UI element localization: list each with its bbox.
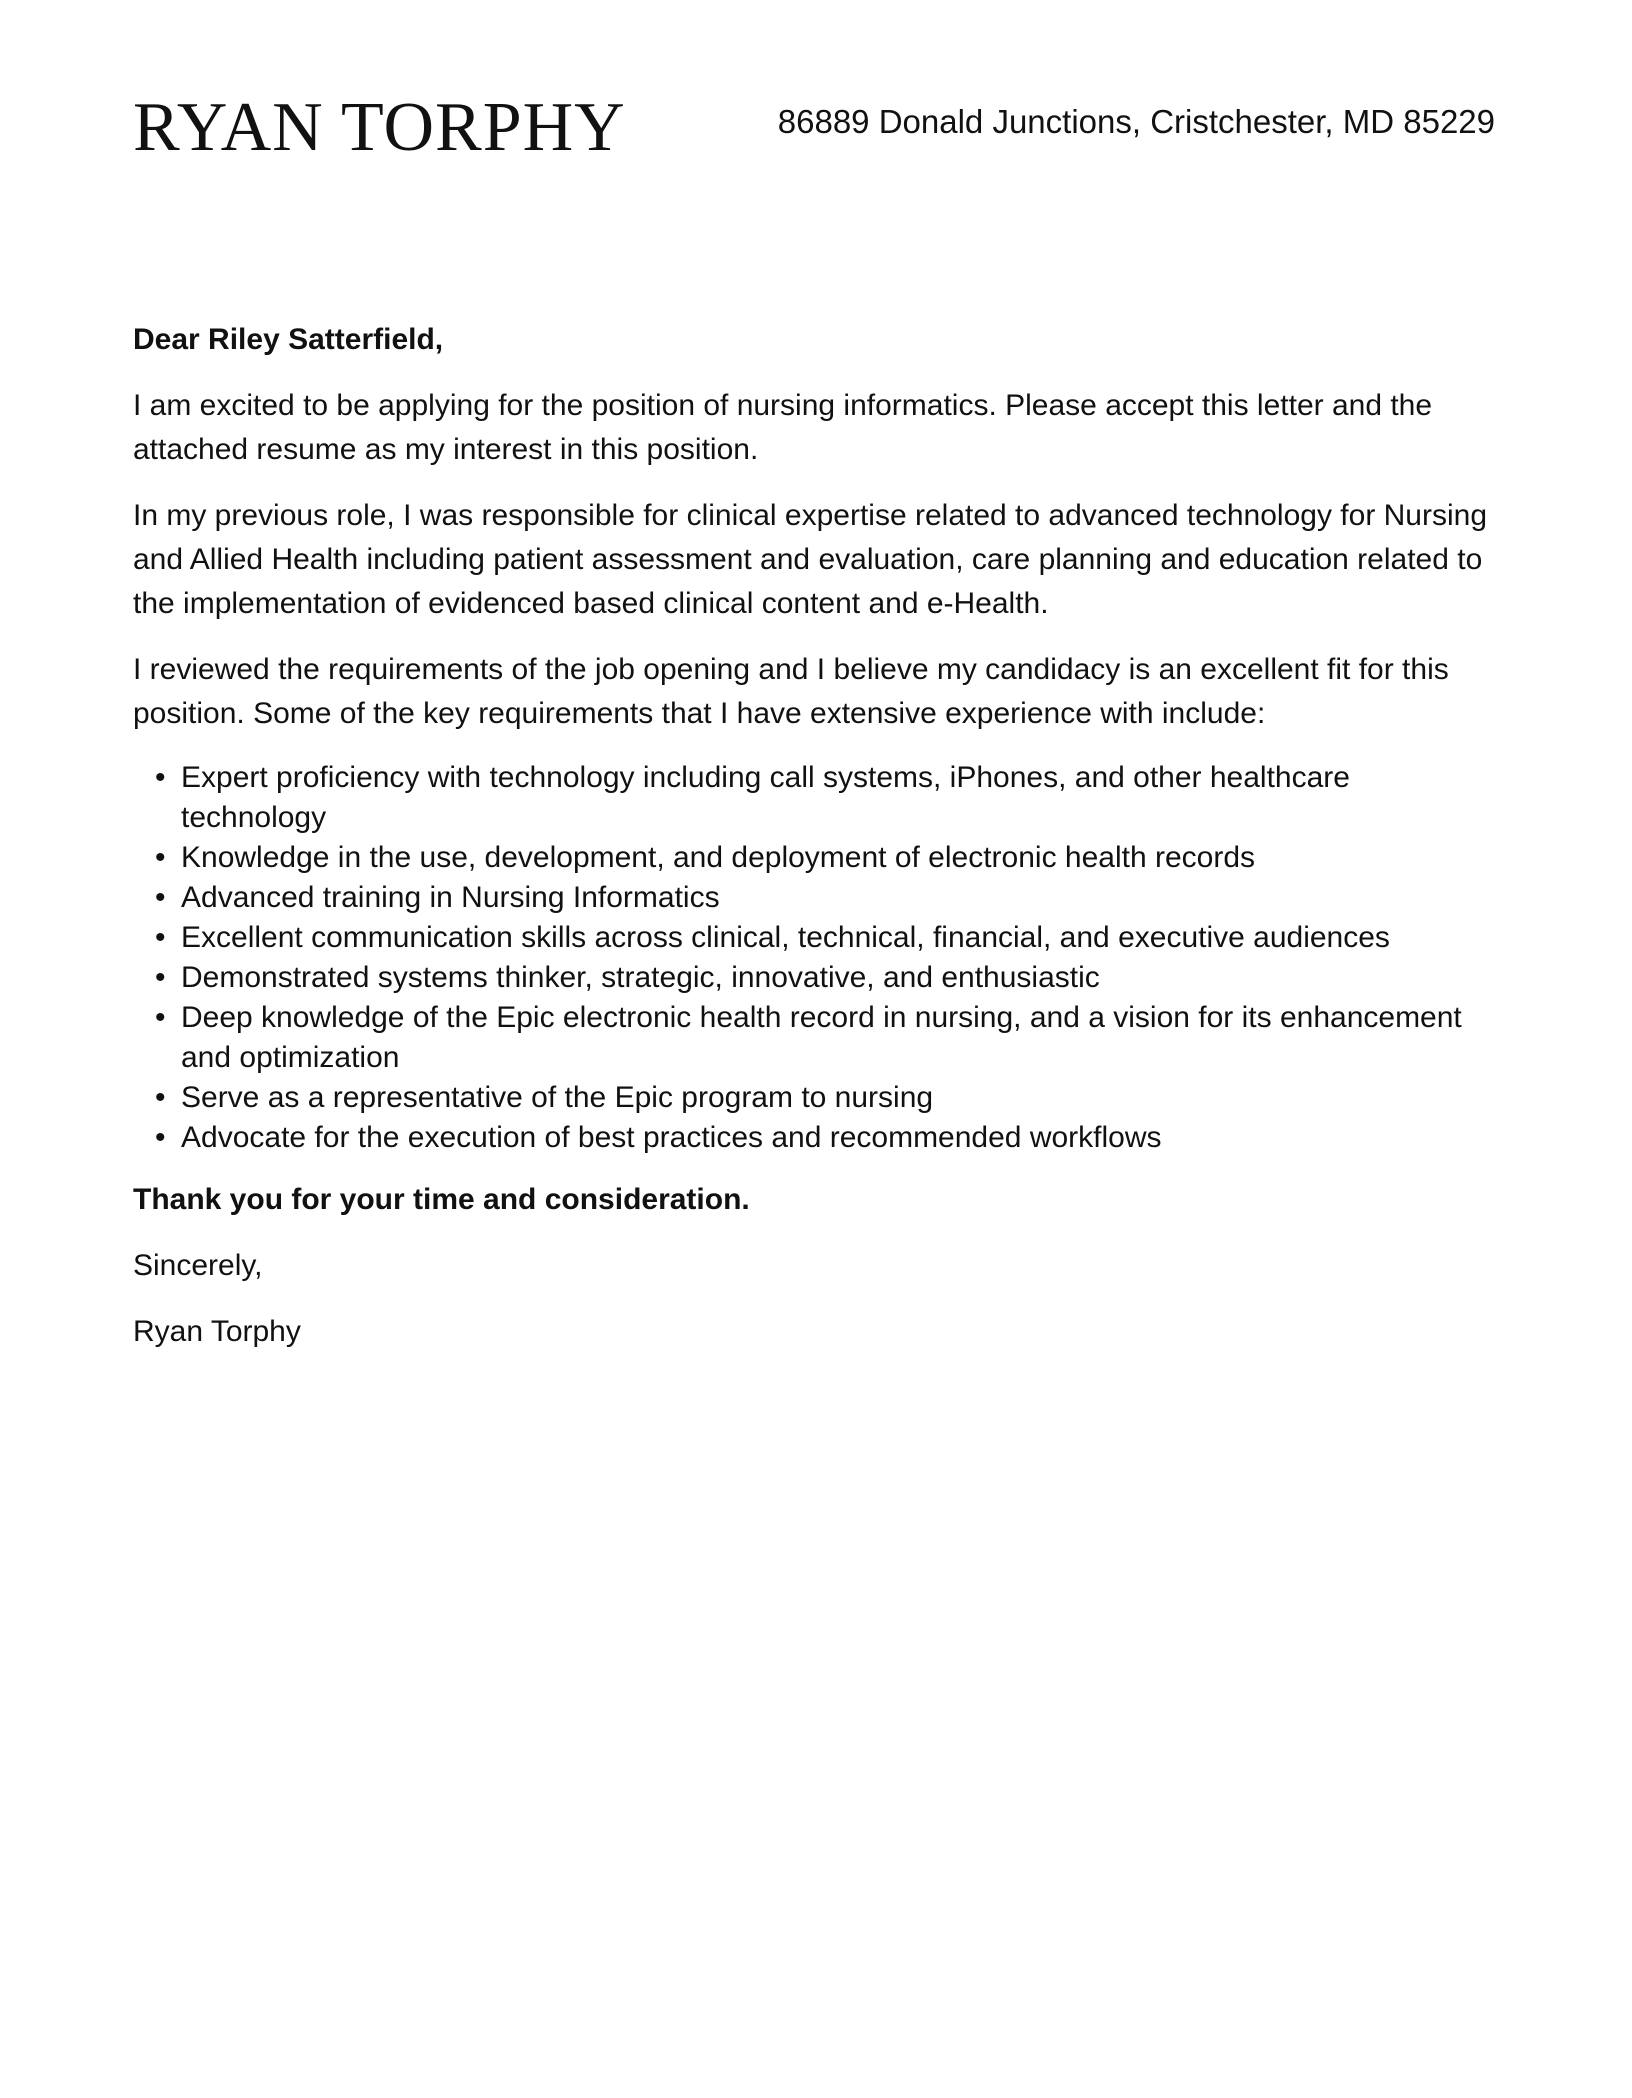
paragraph-requirements-intro: I reviewed the requirements of the job opening and I believe my candidacy is an excellent fit for this position. Some of the key requirements that I have extensive experience with include: [133, 653, 1449, 730]
list-item: • Expert proficiency with technology including call systems, iPhones, and other healthcare technology [133, 758, 1495, 838]
list-item: • Advanced training in Nursing Informatics [133, 878, 1495, 918]
paragraph-previous-role: In my previous role, I was responsible for clinical expertise related to advanced technology for Nursing and Allied Health including patient assessment and evaluation, care planning and education related to the implementation of evidenced based clinical content and e-Health. [133, 499, 1488, 620]
letter-header [133, 88, 1495, 168]
requirements-list [133, 758, 1495, 1158]
signoff: Sincerely, [133, 1249, 263, 1282]
signature-name: Ryan Torphy [133, 1315, 301, 1348]
closing-line: Thank you for your time and consideration. [133, 1183, 750, 1216]
letter-body [133, 318, 1495, 1376]
sender-name: RYAN TORPHY [133, 89, 626, 166]
list-item: • Demonstrated systems thinker, strategic, innovative, and enthusiastic [133, 958, 1495, 998]
list-item: • Deep knowledge of the Epic electronic health record in nursing, and a vision for its enhancement and optimization [133, 998, 1495, 1078]
paragraph-intro: I am excited to be applying for the position of nursing informatics. Please accept this letter and the attached resume as my interest in this position. [133, 389, 1433, 466]
salutation: Dear Riley Satterfield, [133, 323, 444, 356]
list-item: • Excellent communication skills across clinical, technical, financial, and executive audiences [133, 918, 1495, 958]
list-item: • Serve as a representative of the Epic program to nursing [133, 1078, 1495, 1118]
sender-address: 86889 Donald Junctions, Cristchester, MD 85229 [777, 103, 1495, 140]
list-item: • Knowledge in the use, development, and deployment of electronic health records [133, 838, 1495, 878]
list-item: • Advocate for the execution of best practices and recommended workflows [133, 1118, 1495, 1158]
